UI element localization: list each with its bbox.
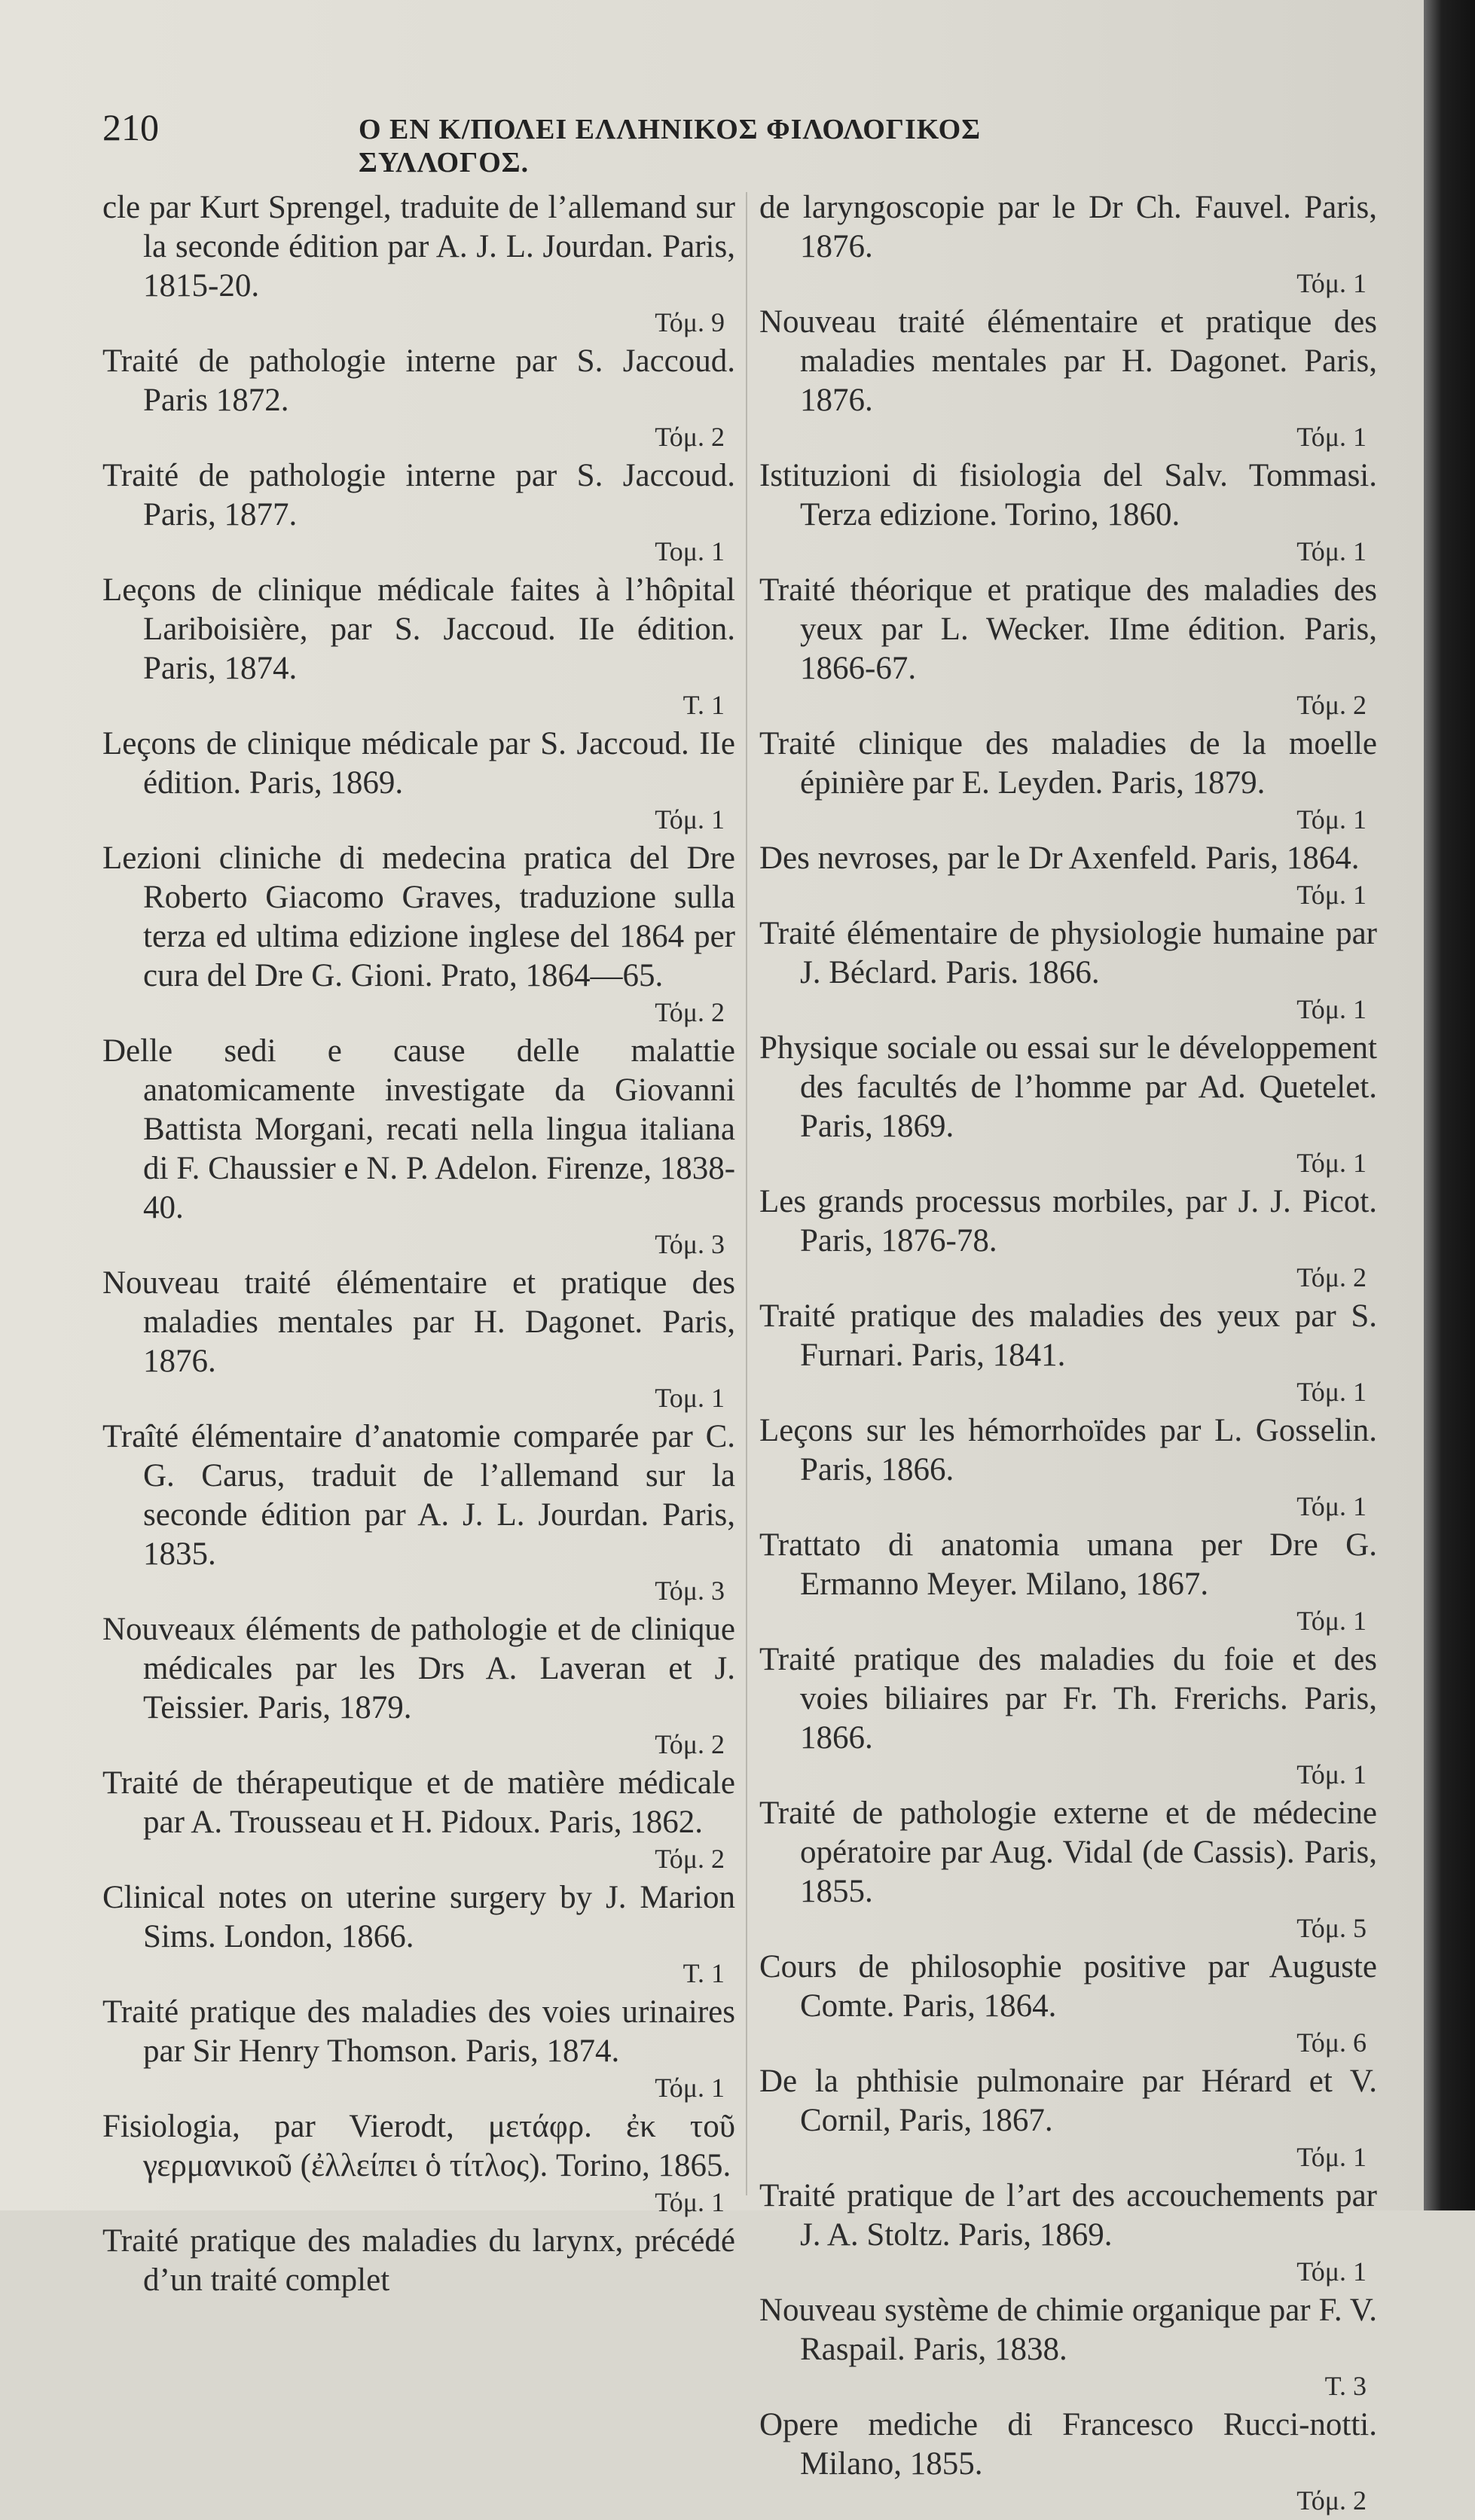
column-divider [746, 192, 747, 2195]
entry-text: Trattato di anatomia umana per Dre G. Ermanno Meyer. Milano, 1867. [759, 1527, 1377, 1602]
entry-text: Traité élémentaire de physiologie humaine par J. Béclard. Paris. 1866. [759, 916, 1377, 990]
entry-volume: T. 3 [1324, 2371, 1367, 2401]
entry-text: Traité de thérapeutique et de matière médicale par A. Trousseau et H. Pidoux. Paris, 1862. [102, 1765, 735, 1840]
entry-volume: Τομ. 1 [655, 1383, 725, 1413]
right-column [759, 188, 1377, 2520]
catalog-entry [102, 1610, 735, 1761]
catalog-entry [759, 1794, 1377, 1945]
entry-text: Cours de philosophie positive par Auguste Comte. Paris, 1864. [759, 1949, 1377, 2024]
entry-volume: Τόμ. 2 [655, 1844, 725, 1874]
catalog-entry [102, 456, 735, 568]
catalog-entry [102, 188, 735, 339]
entry-volume: Τόμ. 1 [1296, 804, 1367, 834]
page-header [102, 105, 1157, 178]
page-number: 210 [102, 106, 159, 148]
entry-text: Lezioni cliniche di medecina pratica del Dre Roberto Giacomo Graves, traduzione sulla terza ed ultima edizione inglese del 1864 per cura del Dre G. Gioni. Prato, 1864—65. [102, 841, 735, 993]
entry-text: Nouveaux éléments de pathologie et de clinique médicales par les Drs A. Laveran et J. Teissier. Paris, 1879. [102, 1612, 735, 1725]
entry-text: Traîté élémentaire d’anatomie comparée par C. G. Carus, traduit de l’allemand sur la seconde édition par A. J. L. Jourdan. Paris, 1835. [102, 1419, 735, 1572]
book-spine-shadow [1424, 0, 1475, 2210]
entry-volume: Τόμ. 1 [1296, 994, 1367, 1024]
entry-volume: Τόμ. 2 [655, 997, 725, 1027]
catalog-entry [759, 1029, 1377, 1179]
entry-volume: Τόμ. 1 [1296, 1759, 1367, 1789]
entry-text: Physique sociale ou essai sur le développement des facultés de l’homme par Ad. Quetelet. Paris, 1869. [759, 1030, 1377, 1144]
catalog-entry [759, 2177, 1377, 2288]
entry-text: Traité théorique et pratique des maladies des yeux par L. Wecker. IIme édition. Paris, 1866-67. [759, 572, 1377, 686]
entry-volume: Τόμ. 1 [1296, 422, 1367, 452]
entry-volume: Τόμ. 6 [1296, 2027, 1367, 2058]
catalog-entry [102, 1032, 735, 1261]
entry-volume: Τόμ. 1 [1296, 1606, 1367, 1636]
entry-text: Nouveau système de chimie organique par F. V. Raspail. Paris, 1838. [759, 2293, 1377, 2367]
catalog-entry [102, 2107, 735, 2219]
entry-text: Traité pratique de l’art des accouchements par J. A. Stoltz. Paris, 1869. [759, 2178, 1377, 2253]
entry-text: Fisiologia, par Vierodt, μετάφρ. ἐκ τοῦ γερμανικοῦ (ἐλλείπει ὁ τίτλος). Torino, 1865. [102, 2109, 735, 2183]
entry-volume: Τόμ. 1 [1296, 2256, 1367, 2287]
entry-volume: Τόμ. 1 [1296, 536, 1367, 566]
entry-text: De la phthisie pulmonaire par Hérard et V. Cornil, Paris, 1867. [759, 2064, 1377, 2138]
entry-volume: Τόμ. 1 [655, 804, 725, 834]
catalog-entry [759, 839, 1377, 911]
catalog-entry [759, 188, 1377, 300]
entry-text: Les grands processus morbiles, par J. J. Picot. Paris, 1876-78. [759, 1184, 1377, 1258]
entry-text: Leçons de clinique médicale par S. Jaccoud. IIe édition. Paris, 1869. [102, 726, 735, 801]
catalog-entry [102, 1993, 735, 2104]
entry-volume: Τόμ. 1 [1296, 1491, 1367, 1521]
entry-text: Leçons de clinique médicale faites à l’hôpital Lariboisière, par S. Jaccoud. IIe édition. Paris, 1874. [102, 572, 735, 686]
catalog-entry [759, 456, 1377, 568]
entry-volume: Τόμ. 1 [1296, 1148, 1367, 1178]
catalog-entry [102, 2222, 735, 2300]
entry-text: Traité pratique des maladies des voies urinaires par Sir Henry Thomson. Paris, 1874. [102, 1994, 735, 2069]
entry-text: Traité de pathologie externe et de médecine opératoire par Aug. Vidal (de Cassis). Paris, 1855. [759, 1795, 1377, 1909]
entry-text: cle par Kurt Sprengel, traduite de l’allemand sur la seconde édition par A. J. L. Jourdan. Paris, 1815-20. [102, 190, 735, 304]
entry-volume: Τόμ. 1 [1296, 880, 1367, 910]
entry-volume: Τόμ. 2 [1296, 1262, 1367, 1292]
catalog-entry [759, 1640, 1377, 1791]
catalog-entry [102, 839, 735, 1029]
entry-volume: T. 1 [683, 1958, 725, 1988]
entry-volume: Τόμ. 2 [655, 1729, 725, 1759]
entry-text: Leçons sur les hémorrhoïdes par L. Gosselin. Paris, 1866. [759, 1413, 1377, 1487]
entry-text: Traité clinique des maladies de la moelle épinière par E. Leyden. Paris, 1879. [759, 726, 1377, 801]
entry-text: Traité pratique des maladies du foie et des voies biliaires par Fr. Th. Frerichs. Paris, 1866. [759, 1642, 1377, 1756]
entry-text: Istituzioni di fisiologia del Salv. Tommasi. Terza edizione. Torino, 1860. [759, 458, 1377, 532]
entry-volume: Τόμ. 3 [655, 1229, 725, 1259]
entry-text: Traité pratique des maladies des yeux par S. Furnari. Paris, 1841. [759, 1298, 1377, 1373]
catalog-entry [102, 725, 735, 836]
entry-volume: T. 1 [683, 690, 725, 720]
entry-volume: Τόμ. 2 [655, 422, 725, 452]
entry-volume: Τόμ. 2 [1296, 2485, 1367, 2515]
catalog-entry [102, 342, 735, 453]
entry-volume: Τόμ. 1 [1296, 2142, 1367, 2172]
catalog-entry [759, 1948, 1377, 2059]
entry-text: Opere mediche di Francesco Rucci-notti. Milano, 1855. [759, 2407, 1377, 2482]
entry-volume: Τόμ. 1 [655, 2073, 725, 2103]
entry-text: de laryngoscopie par le Dr Ch. Fauvel. Paris, 1876. [759, 190, 1377, 264]
entry-text: Traité de pathologie interne par S. Jaccoud. Paris, 1877. [102, 458, 735, 532]
catalog-entry [759, 303, 1377, 453]
entry-volume: Τομ. 1 [655, 536, 725, 566]
catalog-entry [759, 2291, 1377, 2403]
catalog-entry [102, 1264, 735, 1414]
entry-volume: Τόμ. 3 [655, 1576, 725, 1606]
entry-volume: Τόμ. 1 [655, 2187, 725, 2217]
left-column [102, 188, 735, 2303]
entry-text: Des nevroses, par le Dr Axenfeld. Paris, 1864. [759, 841, 1360, 876]
catalog-entry [759, 1297, 1377, 1408]
catalog-entry [759, 1526, 1377, 1637]
entry-text: Traité pratique des maladies du larynx, précédé d’un traité complet [102, 2223, 735, 2298]
catalog-entry [102, 1764, 735, 1875]
entry-volume: Τόμ. 2 [1296, 690, 1367, 720]
catalog-entry [759, 571, 1377, 722]
catalog-entry [102, 1417, 735, 1607]
catalog-entry [759, 914, 1377, 1026]
entry-volume: Τόμ. 9 [655, 307, 725, 337]
entry-text: Nouveau traité élémentaire et pratique des maladies mentales par H. Dagonet. Paris, 1876. [102, 1265, 735, 1379]
catalog-entry [759, 1411, 1377, 1523]
entry-text: Traité de pathologie interne par S. Jaccoud. Paris 1872. [102, 343, 735, 418]
entry-text: Nouveau traité élémentaire et pratique des maladies mentales par H. Dagonet. Paris, 1876. [759, 304, 1377, 418]
catalog-entry [759, 2062, 1377, 2174]
catalog-entry [102, 571, 735, 722]
entry-volume: Τόμ. 1 [1296, 268, 1367, 298]
entry-volume: Τόμ. 5 [1296, 1913, 1367, 1943]
catalog-entry [102, 1878, 735, 1990]
entry-text: Clinical notes on uterine surgery by J. Marion Sims. London, 1866. [102, 1880, 735, 1954]
entry-volume: Τόμ. 1 [1296, 1377, 1367, 1407]
catalog-entry [759, 2406, 1377, 2517]
entry-text: Delle sedi e cause delle malattie anatomicamente investigate da Giovanni Battista Morgani, recati nella lingua italiana di F. Chaussier e N. P. Adelon. Firenze, 1838-40. [102, 1033, 736, 1225]
catalog-entry [759, 1182, 1377, 1294]
running-title: Ο ΕΝ Κ/ΠΟΛΕΙ ΕΛΛΗΝΙΚΟΣ ΦΙΛΟΛΟΓΙΚΟΣ ΣΥΛΛΟΓΟΣ. [359, 114, 982, 178]
catalog-entry [759, 725, 1377, 836]
